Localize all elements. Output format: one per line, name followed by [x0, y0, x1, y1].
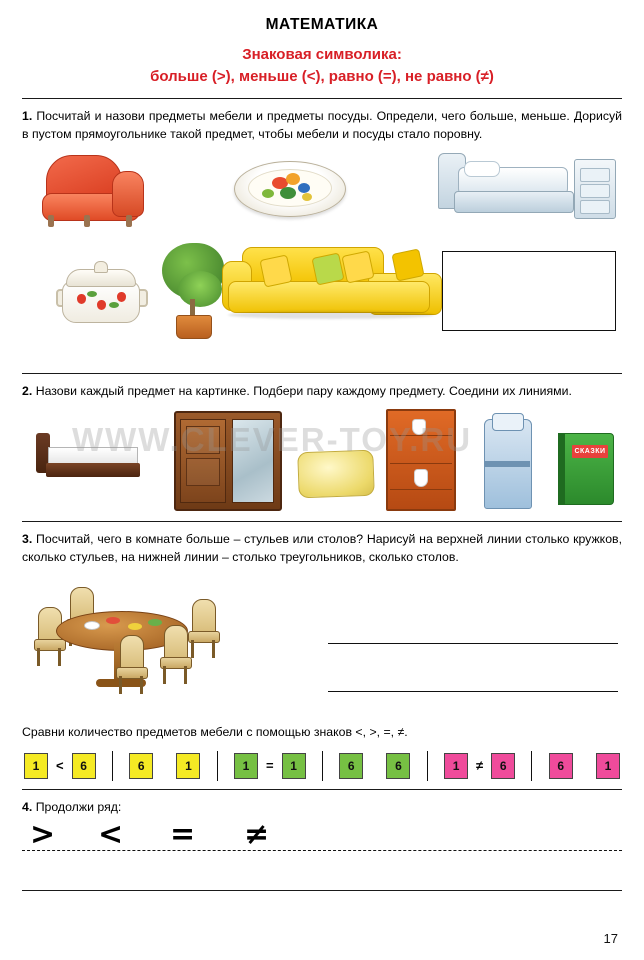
subtitle-line-2: больше (>), меньше (<), равно (=), не равно (≠)	[150, 67, 494, 85]
wardrobe-mirror	[232, 419, 274, 503]
answer-line-bottom[interactable]	[328, 691, 618, 693]
coat-collar	[492, 413, 524, 431]
comparison-sign: ≠	[476, 758, 484, 774]
pot-leaf	[109, 302, 119, 308]
task-1-number: 1.	[22, 108, 33, 123]
number-card[interactable]: 1	[596, 753, 620, 779]
pot-knob	[94, 261, 108, 273]
book-cover	[558, 433, 614, 505]
wardrobe-panel	[186, 458, 220, 486]
book-illustration	[558, 433, 614, 505]
armchair-leg	[48, 215, 54, 227]
shelf-vase	[414, 469, 428, 487]
page-number: 17	[603, 931, 618, 946]
card-divider	[531, 751, 532, 781]
bed-small-illustration	[36, 433, 144, 489]
number-card[interactable]: 1	[176, 753, 200, 779]
number-card[interactable]: 1	[234, 753, 258, 779]
armchair-leg	[126, 215, 132, 227]
bed-illustration	[438, 151, 616, 231]
bed-pillow	[464, 161, 500, 177]
divider-bottom	[22, 890, 622, 891]
pattern-symbol-greater: >	[30, 817, 56, 853]
coat-belt	[484, 461, 530, 467]
shelf-vase	[412, 419, 426, 435]
card-divider	[322, 751, 323, 781]
chair-leg	[184, 666, 187, 684]
book-spine	[558, 433, 565, 505]
pattern-continuation-line[interactable]	[22, 850, 622, 851]
page-subtitle	[22, 44, 622, 88]
number-card[interactable]: 6	[129, 753, 153, 779]
wardrobe-panel	[186, 426, 220, 454]
pattern-symbol-equal: =	[170, 817, 196, 853]
sofa-shadow	[228, 311, 434, 319]
compare-cards-row	[22, 749, 622, 783]
chair	[116, 635, 146, 695]
task-1-text	[22, 107, 622, 144]
watermark: WWW.CLEVER-TOY.RU	[72, 420, 473, 458]
plate-illustration	[234, 161, 346, 217]
task-2-body: Назови каждый предмет на картинке. Подбери пару каждому предмету. Соедини их линиями.	[35, 384, 572, 399]
divider-top	[22, 98, 622, 99]
answer-line-top[interactable]	[328, 643, 618, 645]
chair-leg	[37, 648, 40, 666]
task-1-illustrations	[22, 147, 622, 367]
compare-group	[234, 753, 306, 779]
task-4-body: Продолжи ряд:	[35, 799, 122, 814]
chair-leg	[191, 640, 194, 658]
number-card[interactable]: 6	[549, 753, 573, 779]
chair	[160, 625, 190, 685]
sofa-seat	[228, 281, 430, 313]
task-2-illustrations	[22, 405, 622, 515]
nightstand	[574, 159, 616, 219]
comparison-sign: <	[56, 758, 64, 774]
shelf-board	[390, 489, 452, 491]
dining-set-illustration	[32, 577, 232, 707]
number-card[interactable]: 6	[339, 753, 363, 779]
task-4-text	[22, 798, 622, 816]
task-4-number: 4.	[22, 799, 33, 814]
chair-back	[164, 625, 188, 661]
pot-illustration	[56, 259, 148, 329]
card-divider	[427, 751, 428, 781]
sofa-illustration	[218, 243, 448, 337]
number-card[interactable]: 1	[282, 753, 306, 779]
subtitle-line-1: Знаковая символика:	[242, 46, 402, 63]
chair-leg	[212, 640, 215, 658]
page-title: МАТЕМАТИКА	[265, 16, 379, 33]
pattern-symbol-row	[22, 817, 622, 862]
plant-foliage	[178, 271, 222, 307]
armchair-arm	[112, 171, 144, 217]
chair-leg	[119, 676, 122, 694]
bed-base	[46, 463, 140, 477]
comparison-sign-blank[interactable]	[368, 758, 381, 773]
comparison-sign-blank[interactable]	[158, 758, 171, 773]
nightstand-drawer	[580, 168, 610, 182]
book-title-label: СКАЗКИ	[572, 445, 608, 458]
task-3-text	[22, 530, 622, 567]
pot-berry	[77, 294, 86, 304]
armchair-illustration	[40, 155, 150, 233]
task-3-illustrations	[22, 571, 622, 721]
wardrobe-door	[180, 419, 226, 503]
divider-2	[22, 521, 622, 522]
compare-group	[339, 753, 410, 779]
chair-leg	[58, 648, 61, 666]
nightstand-drawer	[580, 184, 610, 198]
potted-plant-illustration	[162, 243, 226, 339]
comparison-sign-blank[interactable]	[578, 758, 591, 773]
pot-body	[62, 281, 140, 323]
compare-group	[444, 753, 515, 779]
armchair-leg	[84, 215, 90, 227]
pattern-symbol-less: <	[98, 817, 124, 853]
compare-group	[129, 753, 200, 779]
comparison-sign: =	[266, 758, 274, 774]
empty-drawing-box[interactable]	[442, 251, 616, 331]
task-1-body: Посчитай и назови предметы мебели и предметы посуды. Определи, чего больше, меньше. Дорисуй в пустом прямоугольнике такой предмет, чтобы мебели и посуды стало поровну.	[22, 108, 622, 141]
coat-illustration	[474, 407, 540, 513]
number-card[interactable]: 1	[444, 753, 468, 779]
number-card[interactable]: 6	[72, 753, 96, 779]
shelf-board	[390, 463, 452, 465]
compare-group	[549, 753, 620, 779]
shelf-unit-illustration	[386, 409, 456, 511]
task-4-pattern	[22, 817, 622, 880]
flower-pot	[176, 315, 212, 339]
bed-base	[454, 191, 574, 213]
compare-group	[24, 753, 96, 779]
chair	[188, 599, 218, 659]
card-divider	[217, 751, 218, 781]
pot-berry	[117, 292, 126, 302]
card-divider	[112, 751, 113, 781]
task-2-number: 2.	[22, 384, 33, 399]
task-3-body: Посчитай, чего в комнате больше – стульев или столов? Нарисуй на верхней линии столько кружков, сколько стульев, на нижней линии – столько треугольников, сколько столов.	[22, 531, 622, 565]
divider-1	[22, 373, 622, 374]
number-card[interactable]: 1	[24, 753, 48, 779]
shelf-board	[390, 435, 452, 437]
task-3-number: 3.	[22, 531, 33, 546]
nightstand-drawer	[580, 200, 610, 214]
pot-berry	[97, 300, 106, 310]
number-card[interactable]: 6	[491, 753, 515, 779]
divider-3	[22, 789, 622, 790]
compare-instruction: Сравни количество предметов мебели с помощью знаков <, >, =, ≠.	[22, 724, 408, 739]
tableware	[128, 623, 142, 630]
chair-back	[120, 635, 144, 671]
pillow-illustration	[297, 450, 375, 499]
tableware	[106, 617, 120, 624]
number-card[interactable]: 6	[386, 753, 410, 779]
chair-leg	[140, 676, 143, 694]
tableware	[84, 621, 100, 630]
task-2-text	[22, 382, 622, 400]
chair-leg	[163, 666, 166, 684]
pattern-symbol-not-equal: ≠	[244, 817, 270, 853]
chair-back	[192, 599, 216, 635]
wardrobe-illustration	[174, 411, 282, 511]
pot-leaf	[87, 291, 97, 297]
